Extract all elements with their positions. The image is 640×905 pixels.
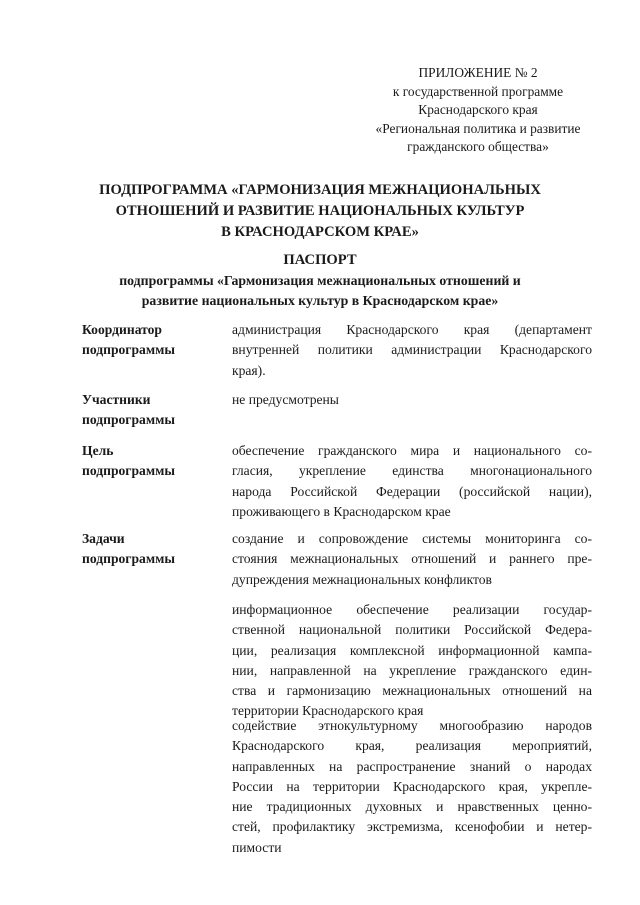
goal-label (82, 441, 222, 481)
label-line: Координатор (82, 322, 162, 337)
value-line: информационное обеспечение реализации государ- (232, 602, 592, 617)
value-line: ции, реализация комплексной информационной кампа- (232, 642, 592, 658)
tasks-paragraph-2 (232, 600, 592, 722)
label-line: подпрограммы (82, 551, 175, 566)
tasks-paragraph-3 (232, 716, 592, 858)
appendix-line: гражданского общества» (407, 139, 549, 154)
goal-value (232, 441, 592, 522)
value-line: создание и сопровождение системы мониторинга со- (232, 531, 592, 546)
passport-heading: ПАСПОРТ (283, 252, 357, 268)
value-line: ства и гармонизацию межнациональных отношений на (232, 683, 592, 699)
participants-label (82, 390, 222, 430)
coordinator-value (232, 320, 592, 381)
value-line: не предусмотрены (232, 392, 339, 407)
value-line: стояния межнациональных отношений и раннего пре- (232, 551, 592, 567)
appendix-line: «Региональная политика и развитие (375, 120, 581, 136)
participants-value (232, 390, 592, 410)
value-line: Краснодарского края, реализация мероприятий, (232, 738, 592, 754)
value-line: стей, профилактику экстремизма, ксенофобии и нетер- (232, 819, 592, 835)
title-line: В КРАСНОДАРСКОМ КРАЕ» (221, 224, 419, 240)
label-line: подпрограммы (82, 412, 175, 427)
value-line: администрация Краснодарского края (департамент (232, 322, 592, 337)
value-line: ственной национальной политики Российской Федера- (232, 622, 592, 638)
passport-subtitle-line: развитие национальных культур в Краснодарском крае» (141, 293, 499, 308)
value-line: обеспечение гражданского мира и национального со- (232, 443, 592, 458)
value-line: проживающего в Краснодарском крае (232, 503, 451, 519)
appendix-line: Краснодарского края (418, 102, 538, 117)
value-line: гласия, укрепление единства многонационального (232, 463, 592, 479)
tasks-paragraph-1 (232, 529, 592, 590)
title-line: ПОДПРОГРАММА «ГАРМОНИЗАЦИЯ МЕЖНАЦИОНАЛЬНЫХ (99, 182, 541, 198)
value-line: ние традиционных духовных и нравственных ценно- (232, 799, 592, 815)
title-line: ОТНОШЕНИЙ И РАЗВИТИЕ НАЦИОНАЛЬНЫХ КУЛЬТУР (115, 203, 525, 219)
value-line: дупреждения межнациональных конфликтов (232, 571, 492, 587)
label-line: подпрограммы (82, 463, 175, 478)
value-line: территории Краснодарского края (232, 703, 424, 719)
value-line: пимости (232, 839, 282, 855)
appendix-header (340, 64, 616, 157)
appendix-line: ПРИЛОЖЕНИЕ № 2 (418, 65, 538, 80)
value-line: внутренней политики администрации Краснодарского (232, 342, 592, 358)
tasks-label (82, 529, 222, 569)
value-line: нии, направленной на укрепление гражданского един- (232, 662, 592, 678)
value-line: направленных на распространение знаний о народах (232, 758, 592, 774)
label-line: Участники (82, 392, 151, 407)
value-line: России на территории Краснодарского края, укрепле- (232, 778, 592, 794)
passport-subtitle (20, 271, 620, 311)
passport-subtitle-line: подпрограммы «Гармонизация межнациональных отношений и (119, 273, 521, 288)
value-line: края). (232, 362, 266, 378)
value-line: содействие этнокультурному многообразию народов (232, 718, 592, 733)
label-line: Цель (82, 443, 114, 458)
subprogram-title (20, 180, 620, 243)
label-line: подпрограммы (82, 342, 175, 357)
coordinator-label (82, 320, 222, 360)
value-line: народа Российской Федерации (российской нации), (232, 483, 592, 499)
appendix-line: к государственной программе (392, 83, 564, 99)
label-line: Задачи (82, 531, 125, 546)
